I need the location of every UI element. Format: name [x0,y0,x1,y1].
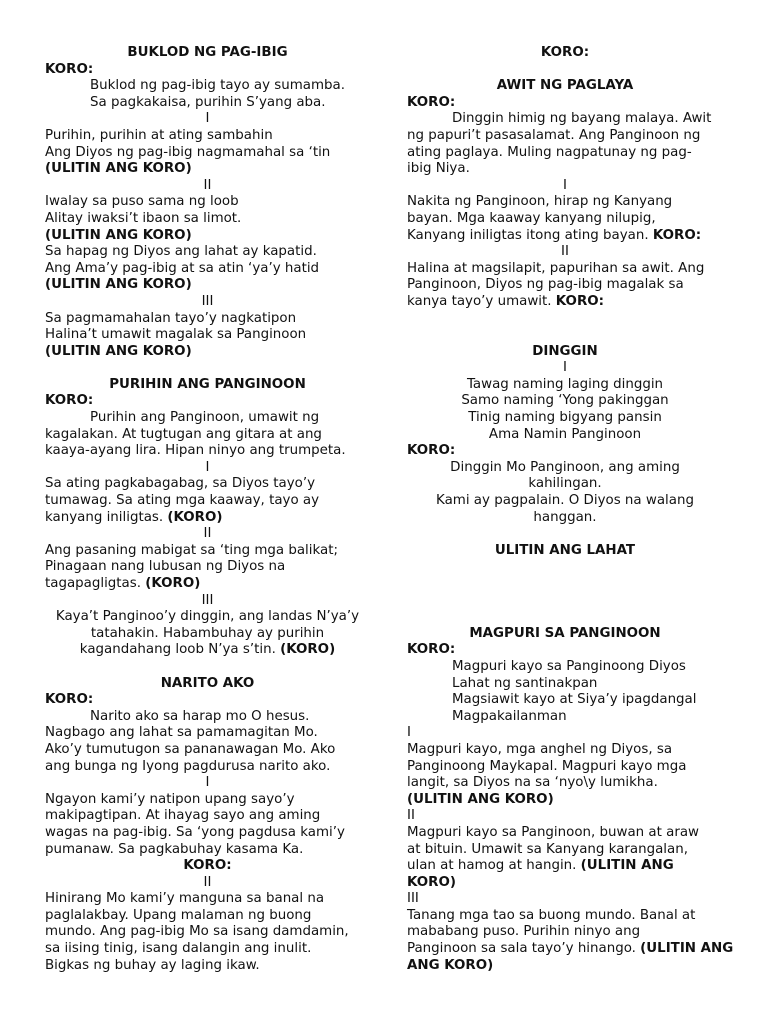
song-title: PURIHIN ANG PANGINOON [109,376,306,392]
lyric-line: Panginoon, Diyos ng pag-ibig magalak sa [407,277,684,293]
repeat-chorus: (ULITIN ANG KORO) [45,277,192,293]
koro-label: KORO: [407,94,456,110]
lyric-line: Sa hapag ng Diyos ang lahat ay kapatid. [45,244,317,260]
lyric-line: Tawag naming laging dinggin [466,376,664,392]
verse-number: I [205,459,210,475]
lyric-line: Panginoon sa sala tayo’y hinango. (ULITIN ANG [407,941,734,957]
lyric-line: Buklod ng pag-ibig tayo ay sumamba. [90,78,346,94]
lyric-line: wagas na pag-ibig. Sa ‘yong pagdusa kami’y [45,824,345,840]
lyric-line: kanyang iniligtas. (KORO) [45,509,223,525]
lyric-line: paglalakbay. Upang malaman ng buong [45,907,312,923]
lyric-line: pumanaw. Sa pagkabuhay kasama Ka. [45,841,304,857]
lyric-line: tatahakin. Habambuhay ay purihin [90,625,325,641]
verse-number: III [407,891,419,907]
lyric-line: Hinirang Mo kami’y manguna sa banal na [45,891,325,907]
lyric-line: Sa ating pagkabagabag, sa Diyos tayo’y [45,476,316,492]
koro-label: KORO: [45,393,94,409]
lyric-line: hanggan. [533,509,597,525]
koro-label: KORO: [407,443,456,459]
verse-number: II [407,808,415,824]
repeat-chorus: (ULITIN ANG KORO) [45,161,192,177]
song-title: AWIT NG PAGLAYA [496,78,634,94]
lyric-line: Magpuri kayo, mga anghel ng Diyos, sa [407,741,673,757]
lyric-line: Magpuri kayo sa Panginoong Diyos [452,658,686,674]
repeat-chorus: ANG KORO) [407,957,494,973]
verse-number: I [407,725,411,741]
song-title: MAGPURI SA PANGINOON [469,625,661,641]
koro-label: KORO: [540,45,590,60]
lyric-line: Lahat ng santinakpan [452,675,598,691]
koro-label: KORO: [45,61,94,77]
lyric-line: Magpakailanman [452,708,567,724]
lyric-line: ng papuri’t pasasalamat. Ang Panginoon ng [407,127,701,143]
lyric-line: kagalakan. At tugtugan ang gitara at ang [45,426,322,442]
repeat-chorus: (ULITIN ANG KORO) [45,343,192,359]
lyric-line: ulan at hamog at hangin. (ULITIN ANG [407,858,674,874]
lyric-line: Magsiawit kayo at Siya’y ipagdangal [452,692,697,708]
verse-number: I [563,360,567,376]
lyric-line: kaaya-ayang lira. Hipan ninyo ang trumpeta. [45,443,346,459]
lyric-line: Halina’t umawit magalak sa Panginoon [45,327,307,343]
song-title: BUKLOD NG PAG-IBIG [127,45,288,60]
lyric-line: kagandahang loob N’ya s’tin. (KORO) [79,642,336,658]
verse-number: II [203,526,212,542]
song-title: DINGGIN [532,343,598,359]
verse-number: II [203,874,212,890]
lyric-line: Samo naming ‘Yong pakinggan [461,393,669,409]
lyric-line: ating paglaya. Muling nagpatunay ng pag- [407,144,692,160]
right-column [407,45,734,974]
lyric-line: Dinggin himig ng bayang malaya. Awit [452,111,712,127]
lyric-line: Purihin, purihin at ating sambahin [45,127,273,143]
lyric-line: Magpuri kayo sa Panginoon, buwan at araw [407,824,699,840]
lyric-line: Kanyang iniligtas itong ating bayan. KORO: [407,227,702,243]
lyric-line: Halina at magsilapit, papurihan sa awit. Ang [407,260,705,276]
lyric-line: Tinig naming bigyang pansin [468,410,662,426]
lyric-line: ang bunga ng Iyong pagdurusa narito ako. [45,758,331,774]
lyric-line: Pinagaan nang lubusan ng Diyos na [45,559,286,575]
lyric-line: Bigkas ng buhay ay laging ikaw. [45,957,260,973]
lyric-line: Purihin ang Panginoon, umawit ng [90,410,320,426]
verse-number: I [205,111,210,127]
lyric-line: Nagbago ang lahat sa pamamagitan Mo. [45,725,318,741]
lyric-line: Tanang mga tao sa buong mundo. Banal at [407,907,696,923]
lyric-line: tagapagligtas. (KORO) [45,576,201,591]
repeat-chorus: (ULITIN ANG KORO) [45,227,192,243]
verse-number: I [563,177,567,193]
lyric-line: Ang pasaning mabigat sa ‘ting mga balikat; [45,542,338,558]
lyric-line: Ang Diyos ng pag-ibig nagmamahal sa ‘tin [45,144,331,160]
lyric-line: Kaya’t Panginoo’y dinggin, ang landas N’ya’y [55,609,360,625]
lyric-line: Ngayon kami’y natipon upang sayo’y [45,791,295,807]
lyric-line: tumawag. Sa ating mga kaaway, tayo ay [45,493,320,509]
lyric-line: Narito ako sa harap mo O hesus. [90,708,310,724]
verse-number: II [561,244,569,260]
lyric-line: langit, sa Diyos na sa ‘nyo\y lumikha. [407,775,658,791]
lyric-line: sa iising tinig, isang dalangin ang inulit. [45,941,312,957]
lyric-line: Ako’y tumutugon sa pananawagan Mo. Ako [45,741,336,757]
lyric-line: kahilingan. [528,476,602,492]
lyric-line: mundo. Ang pag-ibig Mo sa isang damdamin, [45,924,349,940]
lyric-line: Ang Ama’y pag-ibig at sa atin ‘ya’y hatid [45,260,320,276]
lyric-line: Sa pagkakaisa, purihin S’yang aba. [90,94,326,110]
lyric-line: Iwalay sa puso sama ng loob [45,194,239,210]
lyric-line: mababang puso. Purihin ninyo ang [407,924,641,940]
koro-label: KORO: [183,858,232,874]
lyric-line: bayan. Mga kaaway kanyang nilupig, [407,210,656,226]
lyric-line: Ama Namin Panginoon [488,426,642,442]
lyric-line: Alitay iwaksi’t ibaon sa limot. [45,210,242,226]
verse-number: III [201,293,214,309]
koro-label: KORO: [407,642,456,658]
lyric-line: Kami ay pagpalain. O Diyos na walang [436,493,694,509]
lyric-line: Nakita ng Panginoon, hirap ng Kanyang [407,194,673,210]
verse-number: III [201,592,214,608]
lyric-line: kanya tayo’y umawit. KORO: [407,293,604,309]
song-title: NARITO AKO [160,675,255,691]
verse-number: II [203,177,212,193]
repeat-all: ULITIN ANG LAHAT [494,542,636,558]
repeat-chorus: (ULITIN ANG KORO) [407,791,554,807]
lyric-line: at bituin. Umawit sa Kanyang karangalan, [407,841,688,857]
lyric-line: Dinggin Mo Panginoon, ang aming [450,459,680,475]
repeat-chorus: KORO) [407,874,456,890]
koro-label: KORO: [45,692,94,708]
verse-number: I [205,775,210,791]
lyric-line: makipagtipan. At ihayag sayo ang aming [45,808,321,824]
lyric-line: Panginoong Maykapal. Magpuri kayo mga [407,758,687,774]
lyric-line: Sa pagmamahalan tayo’y nagkatipon [45,310,297,326]
left-column [45,45,370,974]
lyric-line: ibig Niya. [407,161,470,177]
